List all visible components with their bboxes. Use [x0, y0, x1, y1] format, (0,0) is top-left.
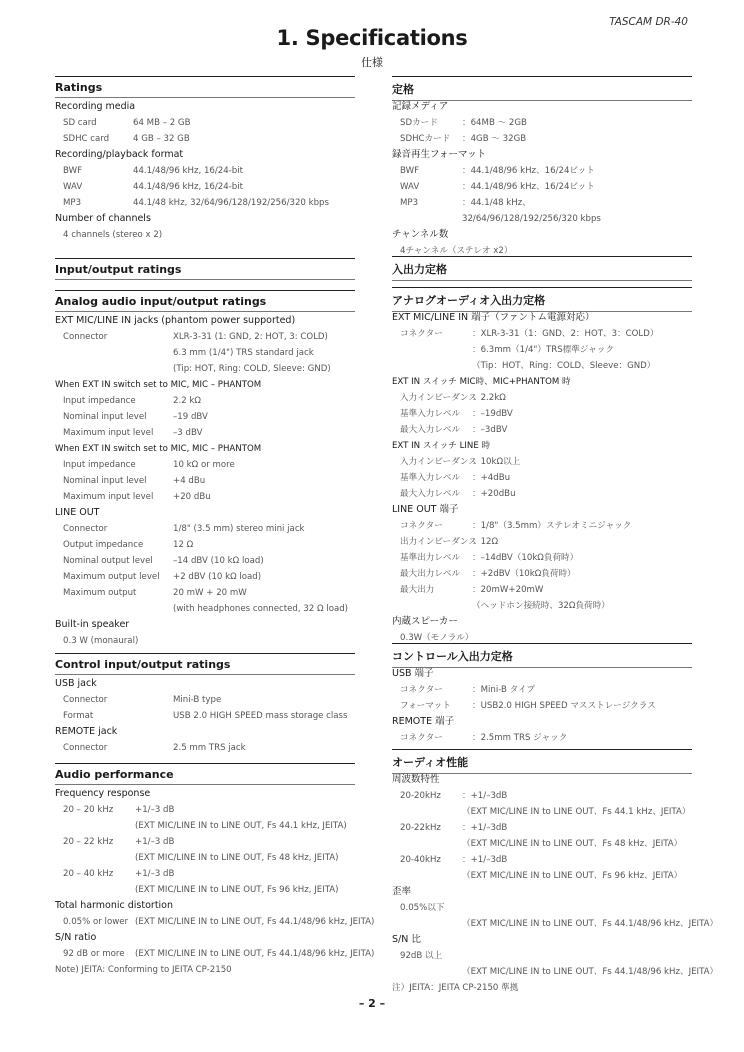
- spec-item: [63, 165, 244, 177]
- spec-label: コネクター: [400, 521, 443, 531]
- spec-label: Nominal output level: [63, 556, 153, 566]
- spec-value: ：12Ω: [472, 537, 499, 547]
- spec-item: [400, 950, 442, 962]
- spec-value: （ヘッドホン接続時、32Ω負荷時）: [472, 601, 610, 611]
- section-heading: オーディオ性能: [392, 750, 692, 774]
- spec-item: [400, 133, 527, 145]
- spec-section: [55, 258, 355, 280]
- spec-value: ：–14dBV（10kΩ負荷時）: [472, 553, 579, 563]
- spec-value: ：1/8"（3.5mm）ステレオミニジャック: [472, 521, 632, 531]
- spec-label: WAV: [400, 182, 420, 192]
- spec-value: +1/–3 dB: [135, 869, 175, 879]
- spec-label: 20 – 22 kHz: [63, 837, 114, 847]
- spec-category: [392, 774, 440, 786]
- spec-label: 最大出力: [400, 585, 435, 595]
- spec-value: XLR-3-31 (1: GND, 2: HOT, 3: COLD): [173, 332, 328, 342]
- spec-text: USB 端子: [392, 668, 434, 679]
- spec-value: 2.2 kΩ: [173, 396, 201, 406]
- spec-label: 出力インピーダンス: [400, 537, 477, 547]
- spec-value: ：–19dBV: [472, 409, 513, 419]
- spec-category: [55, 900, 173, 912]
- spec-label: Format: [63, 711, 94, 721]
- spec-text: 0.05%以下: [400, 903, 445, 913]
- spec-note: [55, 964, 232, 976]
- spec-text: When EXT IN switch set to MIC, MIC – PHANTOM: [55, 444, 262, 454]
- spec-item: [400, 700, 656, 712]
- spec-text: EXT MIC/LINE IN 端子（ファントム電源対応）: [392, 312, 595, 323]
- spec-value: ：–3dBV: [472, 425, 508, 435]
- spec-value: （EXT MIC/LINE IN to LINE OUT、Fs 44.1/48/96 kHz、JEITA）: [462, 919, 719, 929]
- spec-label: フォーマット: [400, 701, 451, 711]
- section-heading: 定格: [392, 77, 692, 101]
- spec-category: [392, 504, 458, 516]
- spec-label: コネクター: [400, 685, 443, 695]
- spec-value: 20 mW + 20 mW: [173, 588, 247, 598]
- spec-item: [400, 536, 499, 548]
- spec-text: Recording media: [55, 101, 136, 112]
- spec-text: 4 channels (stereo x 2): [63, 230, 163, 240]
- spec-text: EXT IN スイッチ LINE 時: [392, 441, 491, 451]
- spec-item: [63, 331, 328, 343]
- spec-value: (with headphones connected, 32 Ω load): [173, 604, 349, 614]
- section-heading: Ratings: [55, 77, 355, 98]
- spec-value: ：6.3mm（1/4"）TRS標準ジャック: [472, 345, 615, 355]
- spec-category: [392, 149, 486, 161]
- spec-condition: [55, 379, 261, 391]
- spec-label: Maximum output level: [63, 572, 160, 582]
- spec-item: [400, 584, 544, 596]
- spec-value: ：USB2.0 HIGH SPEED マスストレージクラス: [472, 701, 656, 711]
- spec-value: (EXT MIC/LINE IN to LINE OUT, Fs 44.1/48/96 kHz, JEITA): [135, 917, 375, 927]
- spec-value: （EXT MIC/LINE IN to LINE OUT、Fs 96 kHz、JEITA）: [462, 871, 683, 881]
- spec-item: [63, 571, 262, 583]
- spec-item: [63, 133, 190, 145]
- spec-value: +20 dBu: [173, 492, 211, 502]
- spec-label: 最大入力レベル: [400, 489, 461, 499]
- spec-value: ：XLR-3-31（1：GND、2：HOT、3：COLD）: [472, 329, 659, 339]
- spec-text: Built-in speaker: [55, 619, 130, 630]
- spec-value: ：44.1/48/96 kHz、16/24ビット: [462, 182, 595, 192]
- spec-category: [392, 716, 454, 728]
- spec-label: MP3: [63, 198, 82, 208]
- spec-text: LINE OUT 端子: [392, 504, 459, 515]
- spec-item: [63, 181, 244, 193]
- spec-item: [63, 635, 138, 647]
- spec-value: （EXT MIC/LINE IN to LINE OUT、Fs 48 kHz、JEITA）: [462, 839, 683, 849]
- spec-category: [392, 101, 448, 113]
- spec-value: (EXT MIC/LINE IN to LINE OUT, Fs 44.1/48/96 kHz, JEITA): [135, 949, 375, 959]
- spec-text: S/N 比: [392, 934, 421, 945]
- spec-label: Output impedance: [63, 540, 144, 550]
- spec-category: [392, 312, 594, 324]
- section-heading: Input/output ratings: [55, 259, 355, 280]
- spec-item: [63, 523, 305, 535]
- spec-label: Connector: [63, 743, 108, 753]
- spec-section: [55, 290, 355, 646]
- spec-label: Nominal input level: [63, 412, 147, 422]
- spec-item: [63, 804, 175, 816]
- spec-text: Frequency response: [55, 788, 151, 799]
- spec-label: 20-22kHz: [400, 823, 441, 833]
- spec-label: 0.05% or lower: [63, 917, 129, 927]
- spec-item: [63, 459, 235, 471]
- spec-label: コネクター: [400, 733, 443, 743]
- spec-text: USB jack: [55, 678, 97, 689]
- spec-condition: [392, 440, 490, 452]
- spec-value: USB 2.0 HIGH SPEED mass storage class: [173, 711, 348, 721]
- spec-category: [55, 101, 135, 113]
- spec-category: [55, 726, 117, 738]
- spec-label: Maximum input level: [63, 492, 154, 502]
- spec-item: [63, 395, 201, 407]
- spec-item: [63, 710, 348, 722]
- spec-value: ：Mini-B タイプ: [472, 685, 536, 695]
- spec-value: 32/64/96/128/192/256/320 kbps: [462, 214, 601, 224]
- spec-label: 92 dB or more: [63, 949, 125, 959]
- spec-item: [400, 392, 506, 404]
- spec-value: ：+1/–3dB: [462, 855, 508, 865]
- spec-text: Recording/playback format: [55, 149, 184, 160]
- spec-value: 6.3 mm (1/4") TRS standard jack: [173, 348, 314, 358]
- spec-value: Mini-B type: [173, 695, 222, 705]
- spec-label: BWF: [400, 166, 420, 176]
- spec-value: 12 Ω: [173, 540, 194, 550]
- spec-item: [63, 916, 375, 928]
- spec-item: [400, 790, 508, 802]
- spec-category: [55, 678, 97, 690]
- spec-item: [63, 836, 175, 848]
- spec-value: ：4GB 〜 32GB: [462, 134, 527, 144]
- spec-section: [392, 256, 692, 281]
- spec-label: Input impedance: [63, 396, 136, 406]
- spec-text: REMOTE jack: [55, 726, 118, 737]
- spec-category: [55, 788, 150, 800]
- spec-section: [55, 653, 355, 753]
- spec-item: [63, 742, 246, 754]
- spec-value: +1/–3 dB: [135, 837, 175, 847]
- spec-label: Input impedance: [63, 460, 136, 470]
- spec-text: 周波数特性: [392, 774, 440, 785]
- spec-value: ：64MB 〜 2GB: [462, 118, 527, 128]
- spec-category: [55, 213, 151, 225]
- spec-text: EXT IN スイッチ MIC時、MIC+PHANTOM 時: [392, 377, 571, 387]
- spec-label: 入力インピーダンス: [400, 393, 477, 403]
- section-heading: アナログオーディオ入出力定格: [392, 288, 692, 312]
- spec-section: [392, 76, 692, 256]
- page-title: 1. Specifications: [276, 26, 468, 50]
- spec-value: 2.5 mm TRS jack: [173, 743, 246, 753]
- spec-condition: [392, 376, 571, 388]
- spec-category: [392, 616, 458, 628]
- spec-section: [55, 76, 355, 240]
- spec-value: 44.1/48 kHz, 32/64/96/128/192/256/320 kbps: [133, 198, 329, 208]
- spec-value: ：44.1/48/96 kHz、16/24ビット: [462, 166, 595, 176]
- spec-text: 歪率: [392, 886, 412, 897]
- spec-value: ：10kΩ以上: [472, 457, 521, 467]
- spec-value: (EXT MIC/LINE IN to LINE OUT, Fs 96 kHz, JEITA): [135, 885, 339, 895]
- spec-label: Maximum input level: [63, 428, 154, 438]
- spec-text: 0.3W（モノラル）: [400, 633, 474, 643]
- spec-item: [400, 117, 527, 129]
- section-heading: Control input/output ratings: [55, 654, 355, 675]
- spec-item: [400, 684, 536, 696]
- spec-category: [392, 886, 411, 898]
- spec-label: SDHCカード: [400, 134, 451, 144]
- spec-value: (EXT MIC/LINE IN to LINE OUT, Fs 48 kHz, JEITA): [135, 853, 339, 863]
- spec-text: Total harmonic distortion: [55, 900, 174, 911]
- spec-value: （Tip：HOT、Ring：COLD、Sleeve：GND）: [472, 361, 656, 371]
- spec-value: 44.1/48/96 kHz, 16/24-bit: [133, 182, 244, 192]
- spec-section: [392, 643, 692, 743]
- spec-category: [392, 229, 448, 241]
- spec-text: When EXT IN switch set to MIC, MIC – PHANTOM: [55, 380, 262, 390]
- spec-label: 最大出力レベル: [400, 569, 461, 579]
- spec-label: Connector: [63, 695, 108, 705]
- section-heading: Audio performance: [55, 764, 355, 785]
- spec-text: 92dB 以上: [400, 951, 443, 961]
- spec-value: +2 dBV (10 kΩ load): [173, 572, 262, 582]
- spec-item: [400, 902, 445, 914]
- spec-text: 0.3 W (monaural): [63, 636, 139, 646]
- spec-label: MP3: [400, 198, 419, 208]
- spec-item: [63, 117, 191, 129]
- spec-label: 基準入力レベル: [400, 473, 461, 483]
- spec-value: ：+20dBu: [472, 489, 516, 499]
- spec-value: –3 dBV: [173, 428, 203, 438]
- spec-label: 20-20kHz: [400, 791, 441, 801]
- spec-text: S/N ratio: [55, 932, 97, 943]
- page-subtitle: 仕様: [361, 56, 383, 69]
- spec-value: +4 dBu: [173, 476, 206, 486]
- spec-item: [400, 408, 513, 420]
- spec-label: 入力インピーダンス: [400, 457, 477, 467]
- spec-text: Number of channels: [55, 213, 151, 224]
- spec-item: [63, 197, 329, 209]
- spec-item: [400, 732, 568, 744]
- spec-value: ：2.5mm TRS ジャック: [472, 733, 568, 743]
- spec-item: [400, 854, 508, 866]
- spec-text: 注）JEITA：JEITA CP-2150 準拠: [392, 983, 519, 993]
- spec-value: 44.1/48/96 kHz, 16/24-bit: [133, 166, 244, 176]
- spec-category: [55, 619, 129, 631]
- spec-item: [400, 328, 659, 340]
- spec-value: 64 MB – 2 GB: [133, 118, 191, 128]
- spec-item: [63, 491, 211, 503]
- spec-category: [55, 149, 183, 161]
- spec-value: –19 dBV: [173, 412, 208, 422]
- spec-label: SDカード: [400, 118, 438, 128]
- section-heading: Analog audio input/output ratings: [55, 291, 355, 312]
- spec-label: BWF: [63, 166, 83, 176]
- brand-label: TASCAM DR-40: [609, 16, 688, 28]
- spec-value: (EXT MIC/LINE IN to LINE OUT, Fs 44.1 kHz, JEITA): [135, 821, 347, 831]
- spec-category: [392, 934, 421, 946]
- spec-value: ：+2dBV（10kΩ負荷時）: [472, 569, 576, 579]
- spec-item: [400, 552, 579, 564]
- spec-label: Nominal input level: [63, 476, 147, 486]
- spec-label: コネクター: [400, 329, 443, 339]
- spec-category: [392, 668, 434, 680]
- spec-category: [55, 932, 96, 944]
- spec-section: [392, 749, 719, 993]
- spec-item: [63, 539, 194, 551]
- spec-item: [400, 181, 595, 193]
- spec-item: [63, 427, 203, 439]
- spec-item: [63, 694, 222, 706]
- spec-value: 4 GB – 32 GB: [133, 134, 190, 144]
- spec-item: [400, 165, 595, 177]
- spec-value: ：+1/–3dB: [462, 823, 508, 833]
- spec-text: 録音再生フォーマット: [392, 149, 487, 160]
- spec-item: [63, 948, 375, 960]
- spec-item: [63, 411, 208, 423]
- spec-label: Maximum output: [63, 588, 137, 598]
- spec-label: 20 – 40 kHz: [63, 869, 114, 879]
- section-heading: コントロール入出力定格: [392, 644, 692, 668]
- spec-item: [63, 475, 206, 487]
- spec-text: 記録メディア: [392, 101, 449, 112]
- spec-label: 20-40kHz: [400, 855, 441, 865]
- spec-value: ：+4dBu: [472, 473, 511, 483]
- spec-label: WAV: [63, 182, 83, 192]
- spec-label: SDHC card: [63, 134, 110, 144]
- spec-condition: [55, 443, 261, 455]
- spec-section: [55, 763, 375, 975]
- spec-text: LINE OUT: [55, 507, 100, 518]
- spec-label: 最大入力レベル: [400, 425, 461, 435]
- page-number: – 2 –: [358, 997, 386, 1010]
- spec-value: (Tip: HOT, Ring: COLD, Sleeve: GND): [173, 364, 331, 374]
- spec-label: SD card: [63, 118, 97, 128]
- spec-label: Connector: [63, 524, 108, 534]
- spec-label: 基準入力レベル: [400, 409, 461, 419]
- spec-category: [55, 315, 295, 327]
- spec-item: [400, 456, 521, 468]
- spec-item: [63, 555, 264, 567]
- spec-text: EXT MIC/LINE IN jacks (phantom power supported): [55, 315, 296, 326]
- spec-item: [400, 488, 516, 500]
- spec-value: 1/8" (3.5 mm) stereo mini jack: [173, 524, 305, 534]
- spec-section: [392, 287, 692, 643]
- spec-value: +1/–3 dB: [135, 805, 175, 815]
- spec-note: [392, 982, 518, 994]
- spec-item: [400, 424, 508, 436]
- spec-value: 10 kΩ or more: [173, 460, 235, 470]
- spec-item: [400, 822, 508, 834]
- spec-item: [63, 868, 175, 880]
- spec-category: [55, 507, 99, 519]
- spec-text: 内蔵スピーカー: [392, 616, 458, 627]
- spec-value: ：+1/–3dB: [462, 791, 508, 801]
- spec-text: 4チャンネル（ステレオ x2）: [400, 246, 513, 256]
- spec-text: チャンネル数: [392, 229, 449, 240]
- spec-label: Connector: [63, 332, 108, 342]
- spec-label: 基準出力レベル: [400, 553, 461, 563]
- spec-item: [400, 197, 531, 209]
- spec-item: [63, 229, 162, 241]
- spec-value: ：2.2kΩ: [472, 393, 506, 403]
- spec-value: ：20mW+20mW: [472, 585, 544, 595]
- spec-item: [400, 568, 576, 580]
- spec-value: –14 dBV (10 kΩ load): [173, 556, 264, 566]
- spec-text: REMOTE 端子: [392, 716, 455, 727]
- spec-item: [63, 587, 247, 599]
- spec-item: [400, 472, 511, 484]
- spec-value: （EXT MIC/LINE IN to LINE OUT、Fs 44.1/48/96 kHz、JEITA）: [462, 967, 719, 977]
- spec-value: （EXT MIC/LINE IN to LINE OUT、Fs 44.1 kHz、JEITA）: [462, 807, 691, 817]
- spec-item: [400, 520, 632, 532]
- spec-text: Note) JEITA: Conforming to JEITA CP-2150: [55, 965, 232, 975]
- section-heading: 入出力定格: [392, 257, 692, 281]
- spec-value: ：44.1/48 kHz、: [462, 198, 531, 208]
- spec-label: 20 – 20 kHz: [63, 805, 114, 815]
